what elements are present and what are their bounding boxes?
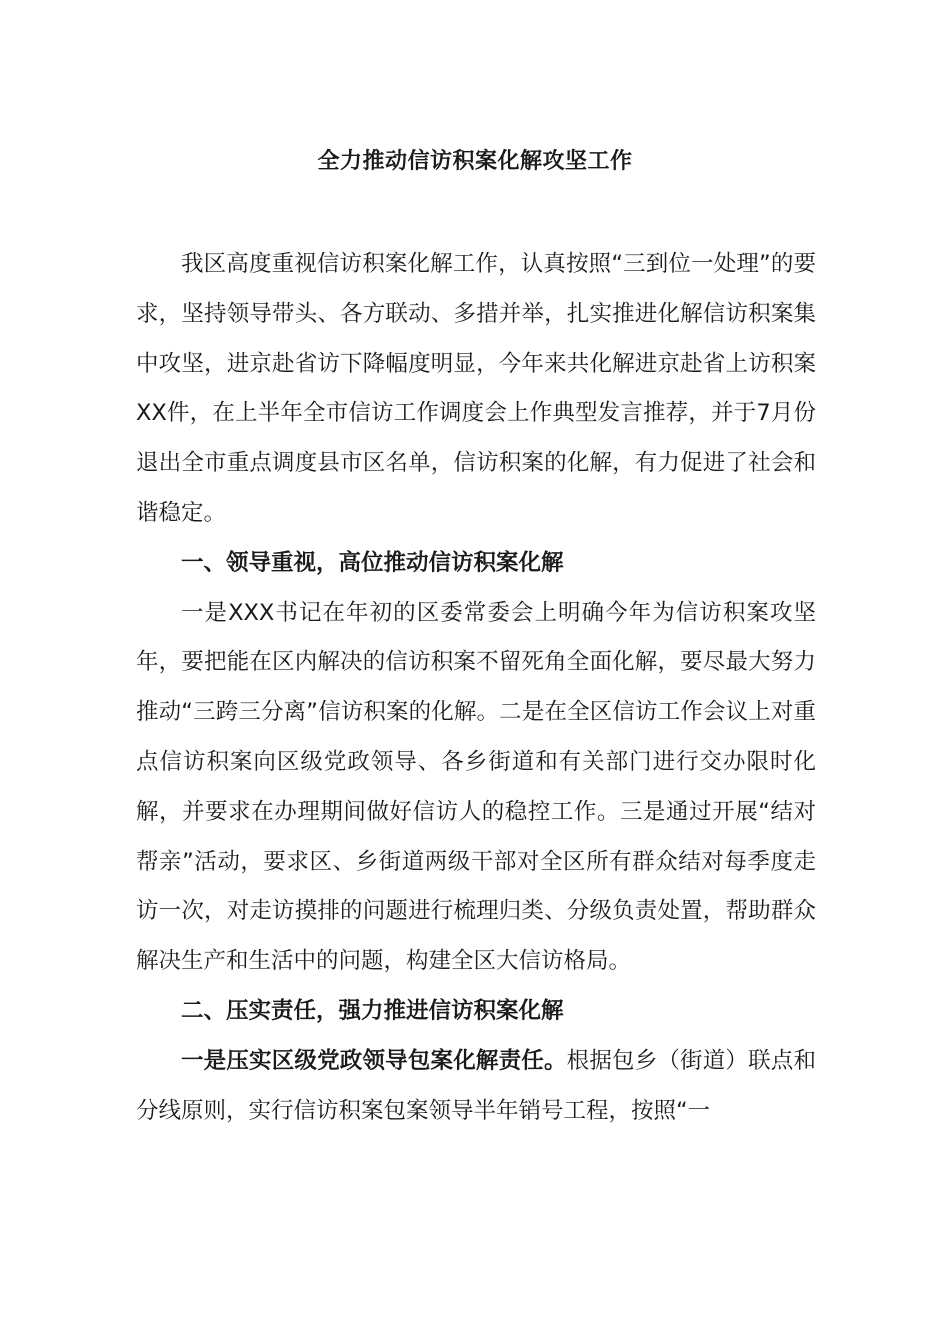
document-body	[136, 240, 816, 1136]
section-2-lead: 一是压实区级党政领导包案化解责任。	[181, 1047, 567, 1074]
section-2-heading: 二、压实责任，强力推进信访积案化解	[181, 997, 564, 1024]
document-title: 全力推动信访积案化解攻坚工作	[317, 149, 633, 174]
intro-paragraph: 我区高度重视信访积案化解工作，认真按照“三到位一处理”的要求，坚持领导带头、各方联动、多措并举，扎实推进化解信访积案集中攻坚，进京赴省访下降幅度明显，今年来共化解进京赴省上访积案XX件，在上半年全市信访工作调度会上作典型发言推荐，并于7月份退出全市重点调度县市区名单，信访积案的化解，有力促进了社会和谐稳定。	[136, 251, 816, 526]
section-1-heading: 一、领导重视，高位推动信访积案化解	[181, 549, 564, 576]
section-2-paragraph	[136, 1037, 816, 1137]
section-1-paragraph: 一是XXX书记在年初的区委常委会上明确今年为信访积案攻坚年，要把能在区内解决的信访积案不留死角全面化解，要尽最大努力推动“三跨三分离”信访积案的化解。二是在全区信访工作会议上对重点信访积案向区级党政领导、各乡街道和有关部门进行交办限时化解，并要求在办理期间做好信访人的稳控工作。三是通过开展“结对帮亲”活动，要求区、乡街道两级干部对全区所有群众结对每季度走访一次，对走访摸排的问题进行梳理归类、分级负责处置，帮助群众解决生产和生活中的问题，构建全区大信访格局。	[136, 599, 816, 975]
section-2-text: 根据包乡（街道）联点和分线原则，实行信访积案包案领导半年销号工程，按照“一	[136, 1047, 816, 1124]
